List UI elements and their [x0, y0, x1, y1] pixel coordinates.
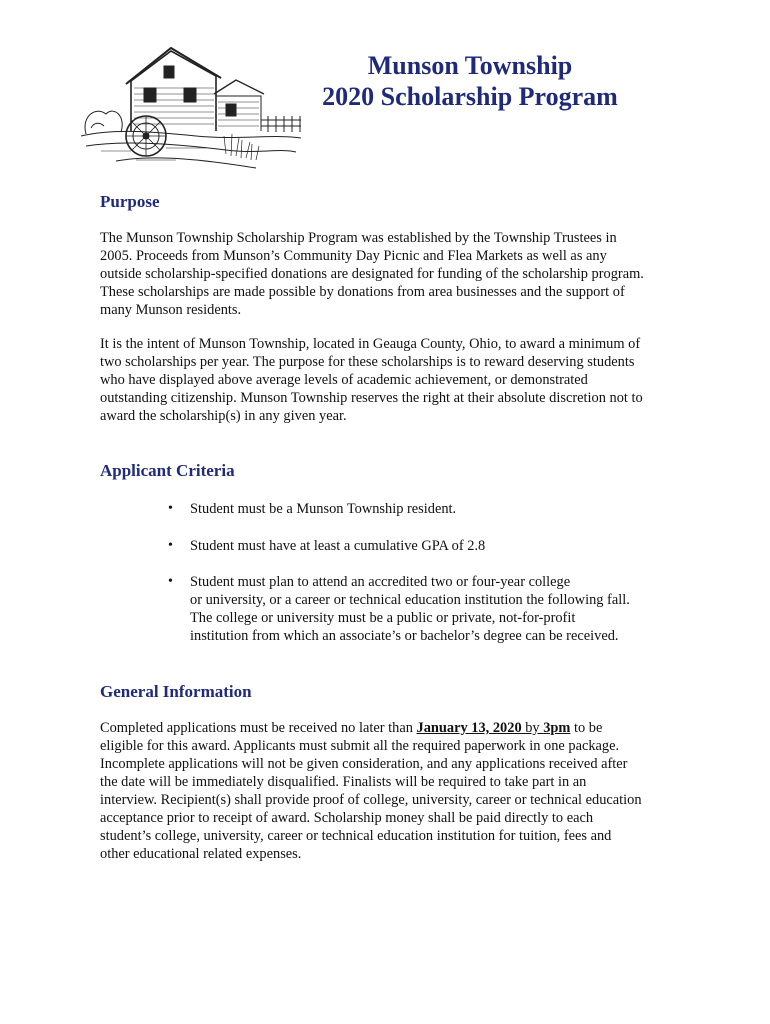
text-line: the date will be immediately disqualified. Finalists will be required to take part in an — [100, 774, 587, 790]
text-line: The Munson Township Scholarship Program was established by the Township Trustees in — [100, 230, 617, 246]
purpose-heading: Purpose — [100, 192, 160, 211]
bullet-text — [190, 573, 630, 645]
text-line: It is the intent of Munson Township, located in Geauga County, Ohio, to award a minimum of — [100, 336, 641, 352]
title-line-1: Munson Township — [367, 51, 573, 80]
text-line: These scholarships are made possible by donations from area businesses and the support of — [100, 284, 625, 300]
text-line: The college or university must be a public or private, not-for-profit — [190, 610, 576, 626]
applicant-criteria-heading: Applicant Criteria — [100, 461, 235, 480]
text-line: who have displayed above average levels of academic achievement, or demonstrated — [100, 372, 588, 388]
text-line: interview. Recipient(s) shall provide proof of college, university, career or technical education — [100, 792, 642, 808]
text-line: institution from which an associate’s or bachelor’s degree can be received. — [190, 628, 619, 644]
page-title — [300, 50, 640, 112]
text-line: or university, or a career or technical education institution the following fall. — [190, 592, 630, 608]
purpose-paragraph-2 — [100, 335, 685, 425]
text-line: eligible for this award. Applicants must submit all the required paperwork in one package. — [100, 738, 620, 754]
bullet-icon: • — [168, 574, 173, 589]
text-line: Incomplete applications will not be given consideration, and any applications received after — [100, 756, 628, 772]
deadline-outro: to be — [570, 720, 603, 736]
purpose-paragraph-1 — [100, 229, 685, 319]
text-line: student’s college, university, career or technical education institution for tuition, fees and — [100, 828, 612, 844]
bullet-text — [190, 537, 485, 555]
text-line — [100, 719, 685, 737]
text-line: acceptance prior to receipt of award. Scholarship money shall be paid directly to each — [100, 810, 594, 826]
bullet-icon: • — [168, 501, 173, 516]
text-line: Student must plan to attend an accredited two or four-year college — [190, 574, 571, 590]
grist-mill-illustration — [76, 36, 306, 176]
deadline-intro: Completed applications must be received no later than — [100, 720, 417, 736]
general-information-paragraph — [100, 719, 685, 863]
text-line: Student must have at least a cumulative GPA of 2.8 — [190, 538, 486, 554]
bullet-text — [190, 500, 456, 518]
text-line: 2005. Proceeds from Munson’s Community Day Picnic and Flea Markets as well as any — [100, 248, 607, 264]
text-line: two scholarships per year. The purpose for these scholarships is to reward deserving students — [100, 354, 635, 370]
bullet-icon: • — [168, 538, 173, 553]
general-information-heading: General Information — [100, 682, 252, 701]
deadline-date: January 13, 2020 — [416, 720, 522, 736]
title-line-2: 2020 Scholarship Program — [322, 82, 618, 111]
deadline-time: 3pm — [543, 720, 571, 736]
text-line: many Munson residents. — [100, 302, 242, 318]
deadline-by: by — [521, 720, 544, 736]
text-line: Student must be a Munson Township resident. — [190, 501, 457, 517]
text-line: other educational related expenses. — [100, 846, 302, 862]
text-line: outside scholarship-specified donations are designated for funding of the scholarship program. — [100, 266, 644, 282]
text-line: outstanding citizenship. Munson Township reserves the right at their absolute discretion not to — [100, 390, 643, 406]
text-line: award the scholarship(s) in any given year. — [100, 408, 347, 424]
